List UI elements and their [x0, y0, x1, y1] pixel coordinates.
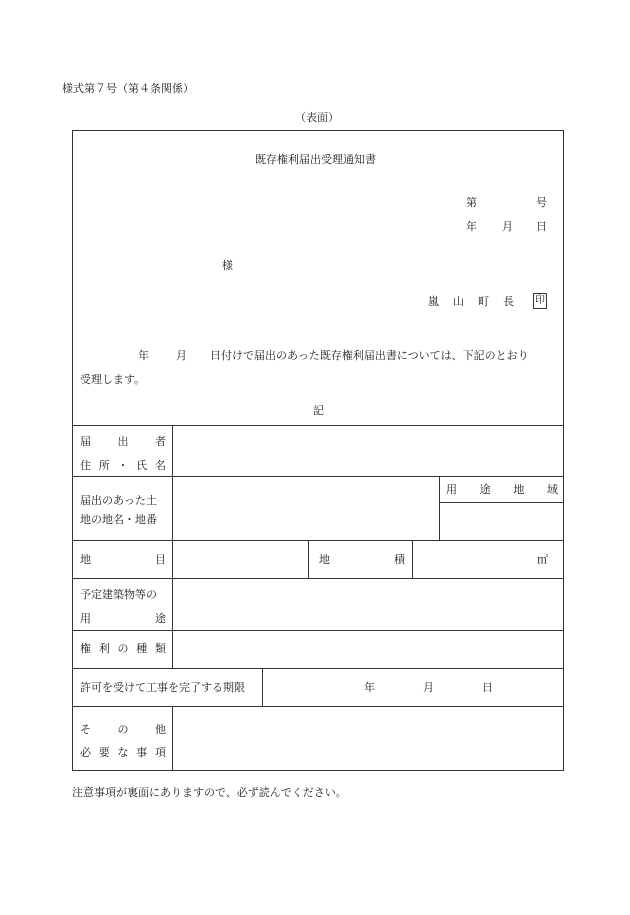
label-char: 地 [80, 553, 91, 566]
deadline-column-rule [262, 668, 263, 706]
label-char: の [117, 642, 129, 655]
area-value-column-rule [412, 540, 413, 578]
other-label-1 [80, 723, 166, 737]
body-month: 月 [176, 349, 187, 362]
row-rule [72, 630, 564, 631]
building-label-2 [80, 612, 166, 626]
row-rule [72, 476, 564, 477]
applicant-label-2 [80, 459, 166, 473]
area-unit: ㎡ [537, 553, 548, 566]
table-top-rule [72, 425, 564, 426]
land-label-2: 地の地名・地番 [80, 513, 157, 526]
label-char: 届 [80, 435, 91, 448]
label-char: 氏 [136, 459, 148, 472]
seal-mark: 印 [533, 293, 547, 309]
date-year: 年 [466, 220, 477, 233]
label-char: 名 [155, 459, 166, 472]
form-number: 様式第７号（第４条関係） [62, 82, 194, 95]
right-type-label [80, 642, 166, 656]
body-text-line1: 日付けで届出のあった既存権利届出書については、下記のとおり [210, 349, 529, 362]
date-day: 日 [536, 220, 547, 233]
area-label [319, 553, 405, 567]
deadline-label: 許可を受けて工事を完了する期限 [80, 681, 245, 694]
row-rule [72, 668, 564, 669]
side-label: （表面） [295, 111, 339, 124]
label-char: 用 [446, 483, 457, 496]
label-column-rule [172, 706, 173, 771]
label-char: 積 [394, 553, 405, 566]
date-month: 月 [502, 220, 513, 233]
row-rule [72, 540, 564, 541]
deadline-day: 日 [482, 681, 493, 694]
label-char: 所 [98, 459, 110, 472]
deadline-year: 年 [364, 681, 375, 694]
number-dai: 第 [466, 196, 477, 209]
ki-label: 記 [313, 404, 324, 417]
label-char: 利 [98, 642, 110, 655]
label-char: 途 [155, 612, 166, 625]
use-district-label [446, 483, 558, 497]
label-char: ・ [117, 459, 129, 472]
label-char: 者 [155, 435, 166, 448]
label-char: 必 [80, 746, 91, 759]
label-char: 用 [80, 612, 91, 625]
building-label-1: 予定建築物等の [80, 588, 157, 601]
label-char: 地 [319, 553, 330, 566]
label-char: 目 [155, 553, 166, 566]
label-char: 他 [155, 723, 166, 736]
issuer-char: 山 [453, 295, 464, 308]
notice-title: 既存権利届出受理通知書 [255, 153, 376, 166]
addressee-suffix: 様 [222, 259, 233, 272]
label-char: 項 [155, 746, 166, 759]
label-char: 域 [546, 483, 558, 496]
deadline-month: 月 [423, 681, 434, 694]
label-column-rule [172, 425, 173, 668]
use-district-rule [439, 502, 564, 503]
row-rule [72, 706, 564, 707]
row-rule [72, 578, 564, 579]
label-char: 出 [117, 435, 129, 448]
label-char: 途 [479, 483, 491, 496]
label-char: 地 [513, 483, 525, 496]
label-char: 要 [98, 746, 110, 759]
number-go: 号 [536, 196, 547, 209]
label-char: 類 [155, 642, 166, 655]
notice-form-frame [72, 130, 564, 771]
issuer-title [428, 295, 514, 309]
issuer-char: 長 [503, 295, 514, 308]
label-char: 権 [80, 642, 91, 655]
label-char: 事 [136, 746, 148, 759]
land-label-1: 届出のあった土 [80, 494, 157, 507]
chimoku-label [80, 553, 166, 567]
label-char: な [117, 746, 129, 759]
use-district-column-rule [439, 476, 440, 540]
label-char: そ [80, 723, 91, 736]
footer-note: 注意事項が裏面にありますので、必ず読んでください。 [72, 786, 347, 799]
body-text-line2: 受理します。 [80, 373, 146, 386]
other-label-2 [80, 746, 166, 760]
label-char: 住 [80, 459, 91, 472]
issuer-char: 嵐 [428, 295, 439, 308]
applicant-label-1 [80, 435, 166, 449]
area-column-rule [308, 540, 309, 578]
issuer-char: 町 [478, 295, 489, 308]
body-year: 年 [138, 349, 149, 362]
label-char: の [117, 723, 129, 736]
label-char: 種 [136, 642, 148, 655]
